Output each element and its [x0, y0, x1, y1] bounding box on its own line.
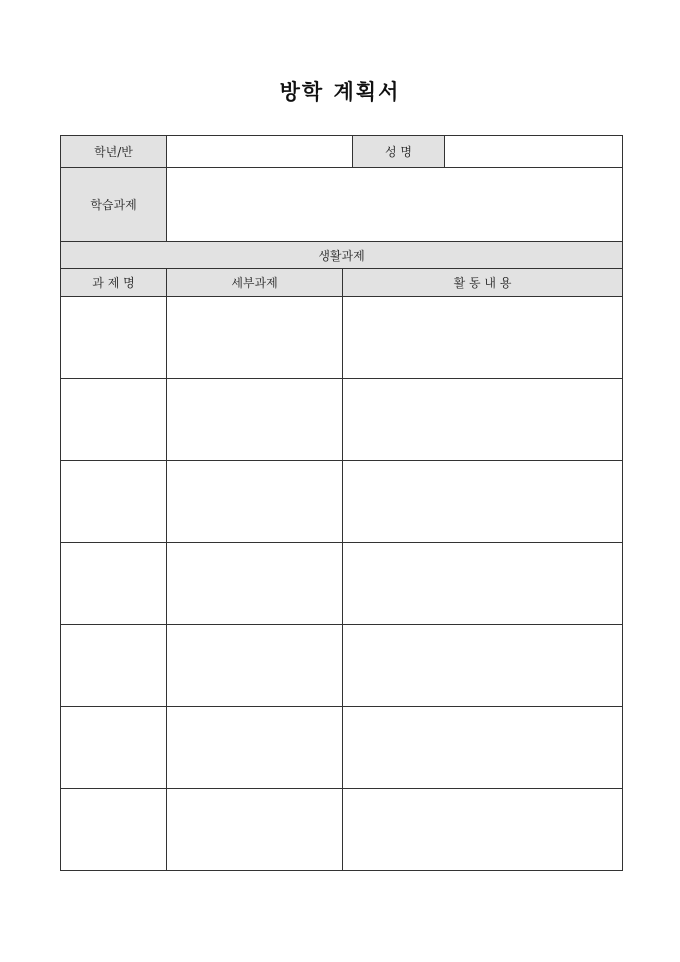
activity-column-header: 활 동 내 용 [343, 269, 623, 297]
plan-row [61, 707, 623, 789]
name-label: 성 명 [353, 136, 445, 168]
activity-cell[interactable] [343, 707, 623, 789]
task-name-cell[interactable] [61, 297, 167, 379]
sub-task-cell[interactable] [167, 461, 343, 543]
activity-cell[interactable] [343, 789, 623, 871]
task-name-cell[interactable] [61, 625, 167, 707]
plan-row [61, 379, 623, 461]
task-name-cell[interactable] [61, 707, 167, 789]
column-header-row [61, 269, 623, 297]
activity-cell[interactable] [343, 543, 623, 625]
plan-row [61, 789, 623, 871]
life-task-section-header: 생활과제 [61, 242, 623, 269]
sub-task-cell[interactable] [167, 543, 343, 625]
plan-row [61, 461, 623, 543]
plan-row [61, 297, 623, 379]
sub-task-cell[interactable] [167, 707, 343, 789]
sub-task-cell[interactable] [167, 379, 343, 461]
sub-task-cell[interactable] [167, 789, 343, 871]
grade-class-field[interactable] [167, 136, 353, 168]
task-name-cell[interactable] [61, 461, 167, 543]
grade-class-label: 학년/반 [61, 136, 167, 168]
plan-row [61, 543, 623, 625]
study-task-row [61, 168, 623, 242]
activity-cell[interactable] [343, 297, 623, 379]
task-name-cell[interactable] [61, 543, 167, 625]
sub-task-cell[interactable] [167, 297, 343, 379]
task-name-cell[interactable] [61, 379, 167, 461]
task-name-column-header: 과 제 명 [61, 269, 167, 297]
document-title: 방학 계획서 [279, 79, 401, 104]
study-task-label: 학습과제 [61, 168, 167, 242]
sub-task-cell[interactable] [167, 625, 343, 707]
study-task-field[interactable] [167, 168, 623, 242]
name-field[interactable] [445, 136, 623, 168]
task-name-cell[interactable] [61, 789, 167, 871]
activity-cell[interactable] [343, 379, 623, 461]
vacation-plan-table [60, 135, 623, 871]
plan-row [61, 625, 623, 707]
life-task-section-row [61, 242, 623, 269]
activity-cell[interactable] [343, 625, 623, 707]
activity-cell[interactable] [343, 461, 623, 543]
sub-task-column-header: 세부과제 [167, 269, 343, 297]
student-info-row [61, 136, 623, 168]
